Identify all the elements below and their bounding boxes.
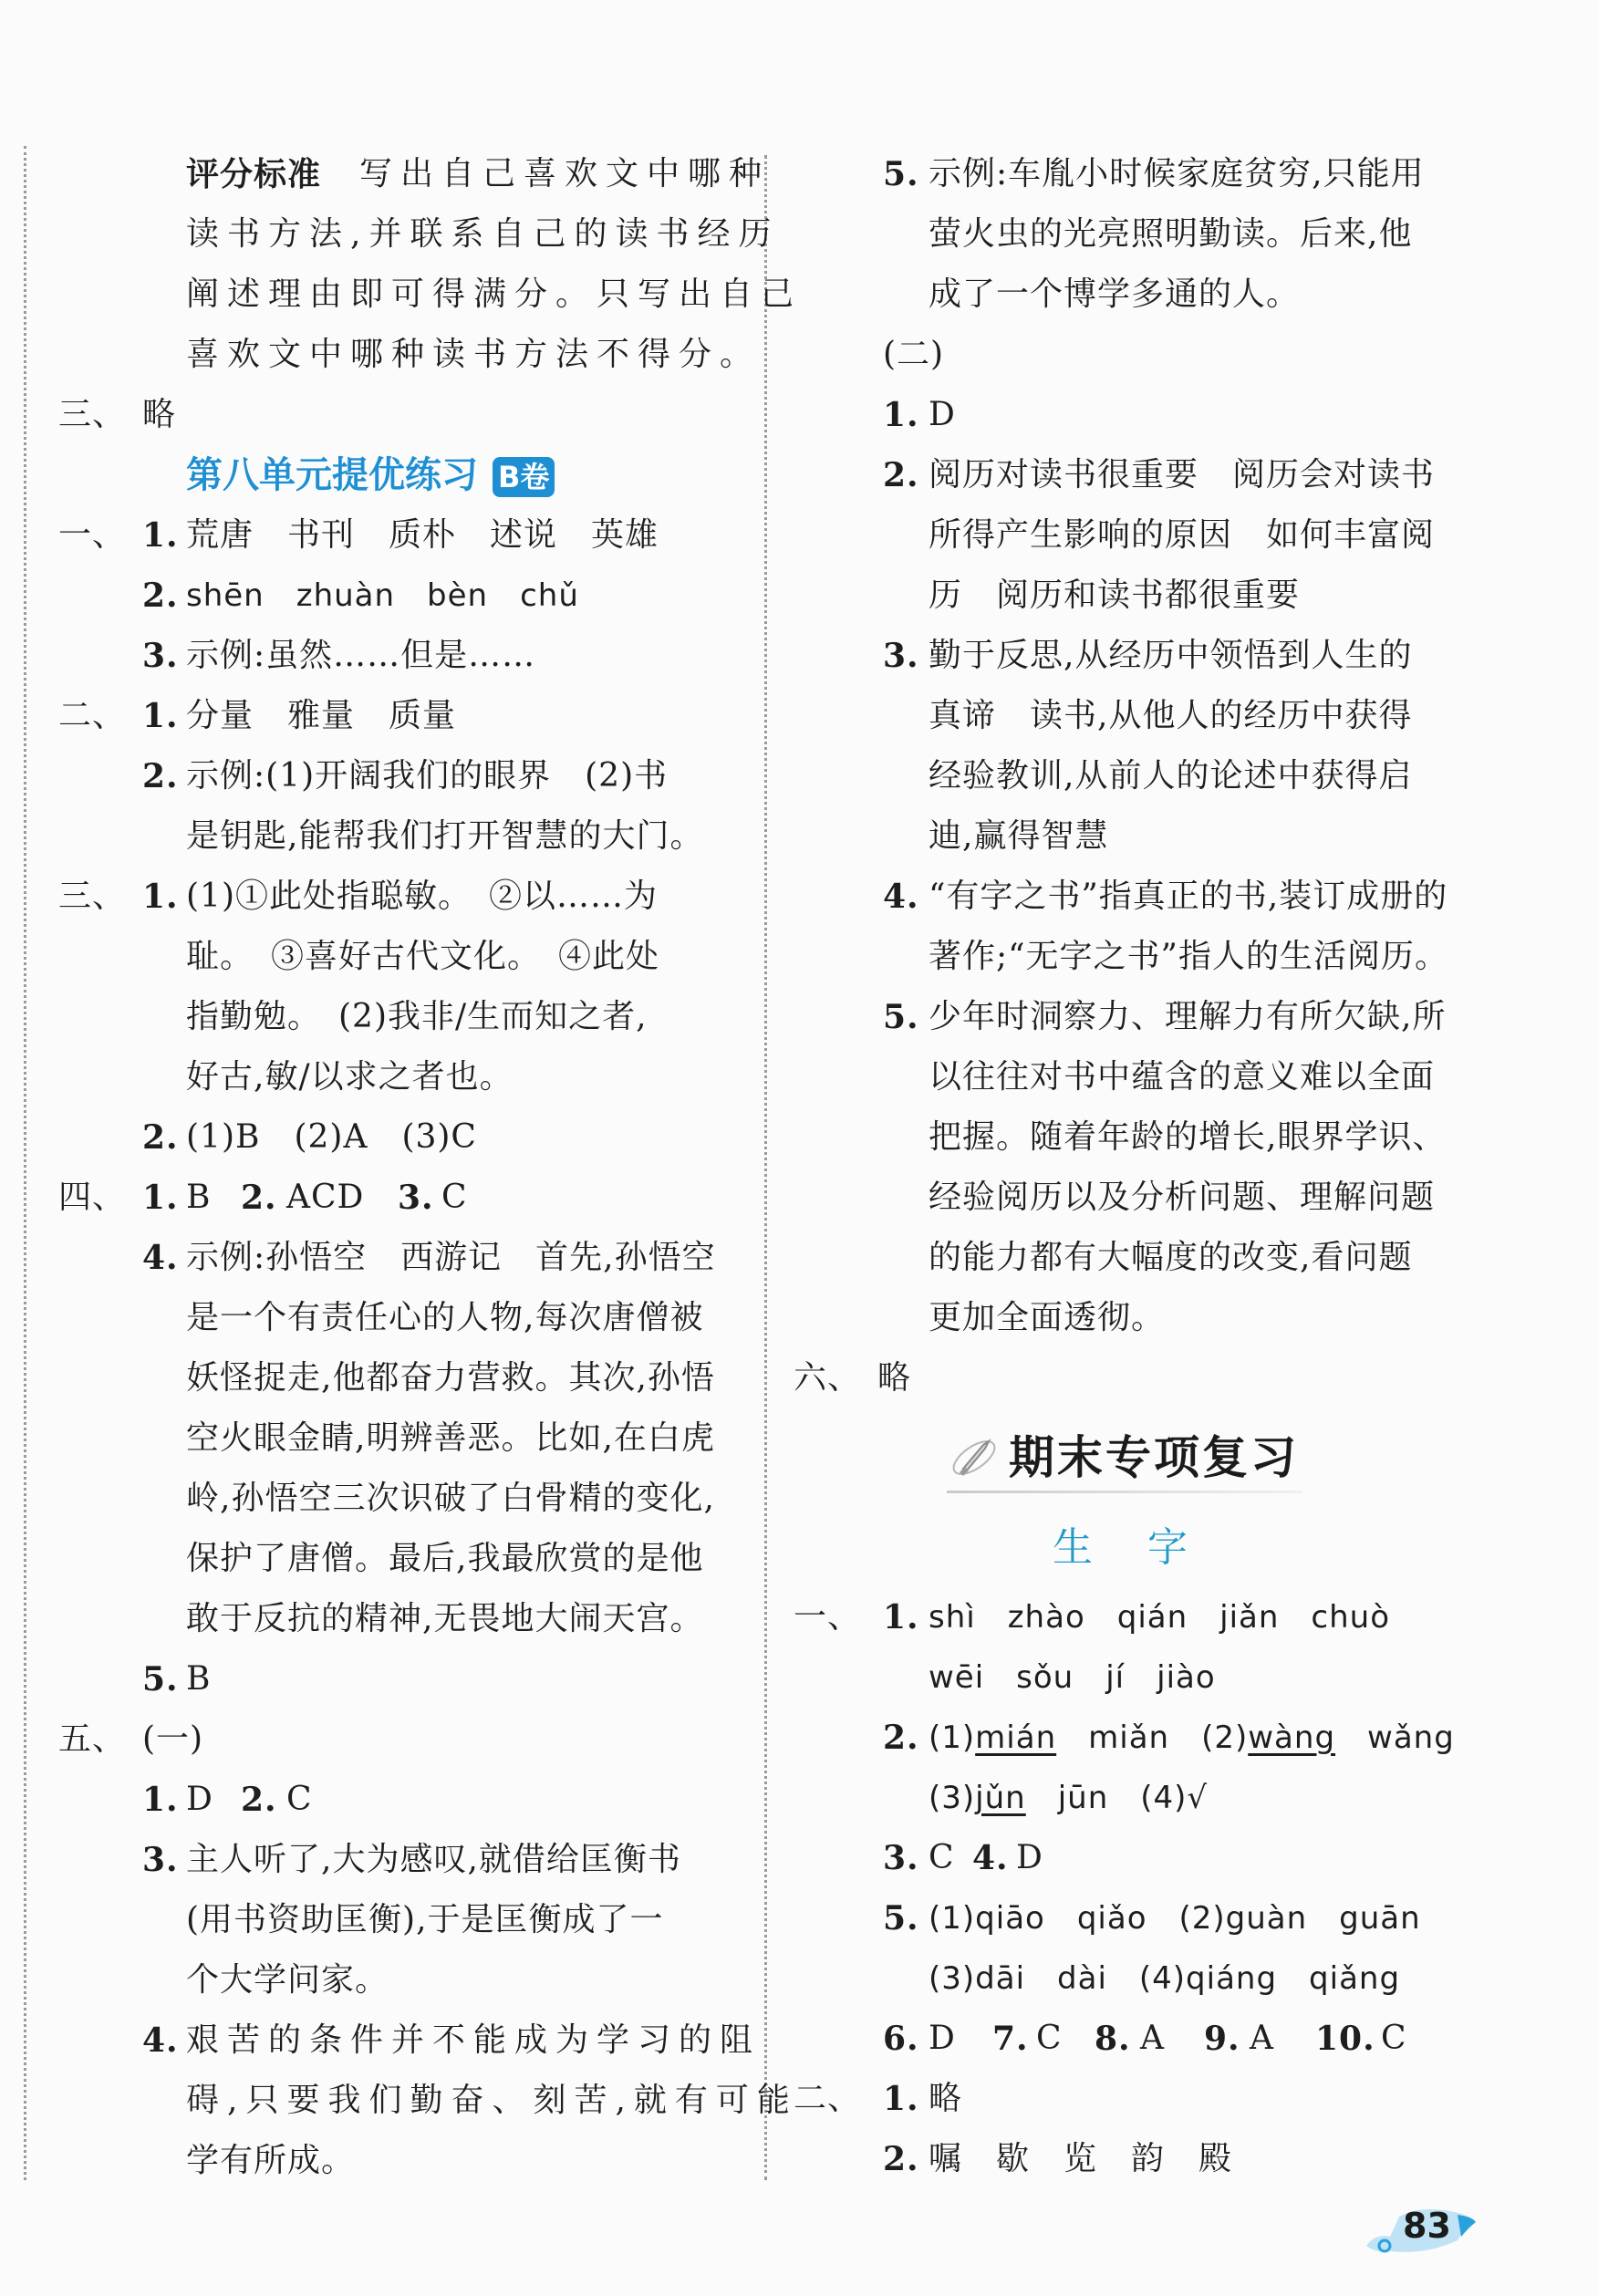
underlined-pinyin: jǔn [975, 1780, 1026, 1816]
question-line [58, 1288, 733, 1348]
answer-text: 艰苦的条件并不能成为学习的阻 [186, 2021, 762, 2059]
answer-text: 空火眼金睛,明辨善恶。比如,在白虎 [186, 1419, 715, 1457]
answer-text: 示例:孙悟空 西游记 首先,孙悟空 [186, 1239, 716, 1276]
question-line [794, 1168, 1468, 1228]
question-line [794, 806, 1468, 867]
item-number: 5. [883, 155, 919, 193]
underlined-pinyin: wàng [1248, 1719, 1336, 1756]
answer-text: A [1140, 2020, 1165, 2057]
item-number: 2. [142, 577, 179, 615]
item-number: 2. [241, 1179, 277, 1217]
answer-text: 著作;“无字之书”指人的生活阅历。 [929, 938, 1448, 975]
question-line [58, 746, 733, 806]
question-line [794, 1047, 1468, 1107]
item-number: 4. [972, 1839, 1009, 1877]
section-number: 一、 [58, 516, 127, 554]
criteria-line [58, 325, 762, 385]
question-line [794, 1647, 1468, 1708]
question-line [794, 1228, 1468, 1288]
question-line [794, 445, 1468, 505]
question-line [794, 626, 1468, 686]
item-number: 2. [883, 456, 919, 494]
answer-text: D [186, 1781, 213, 1818]
pinyin-answer: (1)qiāo qiǎo (2)guàn guān [929, 1900, 1421, 1937]
answer-text: (3) [929, 1780, 976, 1816]
question-line [58, 626, 733, 686]
question-line [794, 1708, 1468, 1768]
section-subtitle [794, 1509, 1468, 1587]
answer-text: 分量 雅量 质量 [186, 697, 457, 734]
question-line [58, 1348, 733, 1408]
answer-text: C [1381, 2020, 1407, 2057]
answer-text: “有字之书”指真正的书,装订成册的 [929, 878, 1448, 915]
question-line [794, 385, 1468, 445]
answer-text: 萤火虫的光亮照明勤读。后来,他 [929, 215, 1413, 253]
question-line [794, 2069, 1468, 2129]
right-column [794, 144, 1468, 2189]
item-number: 3. [883, 1839, 919, 1877]
answer-text: 保护了唐僧。最后,我最欣赏的是他 [186, 1540, 704, 1577]
answer-text: (1) [929, 1719, 976, 1756]
answer-text: D [1016, 1839, 1043, 1876]
item-number: 1. [883, 2080, 919, 2118]
question-line [794, 1288, 1468, 1348]
answer-text: 示例:(1)开阔我们的眼界 (2)书 [186, 757, 669, 795]
answer-text: jūn (4)√ [1057, 1780, 1209, 1816]
answer-text: 主人听了,大为感叹,就借给匡衡书 [186, 1841, 681, 1878]
answer-text: 阅历对读书很重要 阅历会对读书 [929, 456, 1436, 493]
answer-text: 荒唐 书刊 质朴 述说 英雄 [186, 516, 659, 554]
question-line [58, 2071, 798, 2131]
answer-text: 把握。随着年龄的增长,眼界学识、 [929, 1118, 1447, 1156]
answer-text: C [929, 1839, 955, 1876]
question-line [794, 1828, 1468, 1888]
answer-text: D [929, 2020, 956, 2057]
question-line [794, 1888, 1468, 1948]
answer-text: 是一个有责任心的人物,每次唐僧被 [186, 1299, 704, 1336]
answer-text: 妖怪捉走,他都奋力营救。其次,孙悟 [186, 1359, 715, 1397]
item-number: 2. [241, 1781, 277, 1819]
answer-text: 耻。 ③喜好古代文化。 ④此处 [186, 938, 660, 975]
question-line [794, 1587, 1468, 1647]
final-review-header [794, 1408, 1468, 1509]
answer-text: 历 阅历和读书都很重要 [929, 577, 1301, 614]
question-line [58, 2010, 762, 2071]
answer-text: 经验教训,从前人的论述中获得启 [929, 757, 1413, 795]
question-line [58, 1047, 733, 1107]
answer-text: wǎng [1367, 1719, 1455, 1756]
question-line [794, 746, 1468, 806]
section-number: 六、 [794, 1359, 862, 1397]
item-number: 4. [883, 878, 919, 916]
answer-text: 略 [877, 1359, 912, 1397]
section-number: 四、 [58, 1179, 127, 1216]
answer-text: 略 [929, 2080, 963, 2117]
left-binding-dotted-line [24, 146, 26, 2180]
question-line [58, 566, 733, 626]
answer-text: 的能力都有大幅度的改变,看问题 [929, 1239, 1413, 1276]
part-line [794, 325, 1468, 385]
pinyin-answer: wēi sǒu jí jiào [929, 1659, 1216, 1696]
answer-text: 更加全面透彻。 [929, 1299, 1166, 1336]
answer-text: C [1036, 2020, 1063, 2057]
question-line [58, 1649, 733, 1709]
item-number: 2. [142, 1118, 179, 1157]
pinyin-answer: (3)dāi dài (4)qiáng qiǎng [929, 1960, 1401, 1997]
header-underline [947, 1491, 1302, 1493]
question-line [58, 1589, 733, 1649]
unit-title-text [186, 445, 555, 505]
answer-text: miǎn (2) [1088, 1719, 1249, 1756]
section-number: 二、 [58, 697, 127, 734]
item-number: 1. [883, 1598, 919, 1636]
answer-text: 成了一个博学多通的人。 [929, 275, 1301, 313]
item-number: 3. [142, 1841, 179, 1879]
question-line [58, 505, 733, 566]
question-line [794, 987, 1468, 1047]
answer-text: 指勤勉。 (2)我非/生而知之者, [186, 998, 648, 1035]
question-line [58, 867, 733, 927]
answer-text: 示例:车胤小时候家庭贫穷,只能用 [929, 155, 1425, 192]
answer-text: ACD [286, 1179, 365, 1216]
criteria-label: 评分标准 [186, 155, 322, 193]
answer-text: (1)①此处指聪敏。 ②以……为 [186, 878, 658, 915]
question-line [58, 1770, 733, 1830]
pinyin-answer: shì zhào qián jiǎn chuò [929, 1599, 1391, 1636]
question-line [58, 1469, 733, 1529]
criteria-text: 喜欢文中哪种读书方法不得分。 [186, 336, 762, 373]
item-number: 3. [398, 1179, 434, 1217]
criteria-line [58, 265, 803, 325]
item-number: 2. [142, 757, 179, 795]
section-number: 三、 [58, 396, 127, 433]
criteria-text: 读书方法,并联系自己的读书经历 [186, 215, 780, 253]
question-line [794, 927, 1468, 987]
item-number: 5. [142, 1660, 179, 1699]
question-line [794, 1768, 1468, 1828]
rocket-icon [947, 1430, 1000, 1483]
answer-text: 敢于反抗的精神,无畏地大闹天宫。 [186, 1600, 704, 1637]
item-number: 8. [1095, 2020, 1131, 2058]
question-line [58, 2131, 733, 2191]
section-number: 五、 [58, 1720, 127, 1758]
item-number: 1. [142, 697, 179, 735]
question-line [58, 1950, 733, 2010]
page-number: 83 [1403, 2206, 1451, 2246]
answer-text: 岭,孙悟空三次识破了白骨精的变化, [186, 1480, 715, 1517]
answer-text: B [186, 1660, 212, 1698]
b-paper-badge: B卷 [493, 457, 555, 497]
item-number: 1. [142, 1179, 179, 1217]
pinyin-answer [929, 1708, 1455, 1768]
item-number: 5. [883, 998, 919, 1036]
page-number-badge [1363, 2200, 1478, 2264]
answer-text: B [186, 1179, 212, 1216]
part-label: (一) [142, 1720, 204, 1758]
item-number: 2. [883, 1719, 919, 1757]
question-line [794, 566, 1468, 626]
question-line [58, 806, 733, 867]
item-number: 6. [883, 2020, 919, 2058]
pinyin-answer [929, 1768, 1208, 1828]
section-three-brief [58, 385, 733, 445]
item-number: 1. [142, 878, 179, 916]
criteria-line [58, 204, 780, 265]
answer-text: 好古,敏/以求之者也。 [186, 1058, 514, 1096]
item-number: 10. [1315, 2020, 1375, 2058]
answer-text: 所得产生影响的原因 如何丰富阅 [929, 516, 1436, 554]
underlined-pinyin: mián [975, 1719, 1057, 1756]
question-line [794, 505, 1468, 566]
section-six-brief [794, 1348, 1468, 1408]
question-line [58, 1830, 733, 1890]
answer-text: 示例:虽然……但是…… [186, 637, 536, 674]
section-number: 二、 [794, 2080, 862, 2117]
question-line [58, 987, 733, 1047]
question-line [58, 686, 733, 746]
question-line [794, 686, 1468, 746]
answer-text: 迪,赢得智慧 [929, 817, 1109, 855]
answer-text: 学有所成。 [186, 2142, 356, 2179]
section-number: 三、 [58, 878, 127, 915]
answer-text: 略 [142, 396, 177, 433]
answer-text: 是钥匙,能帮我们打开智慧的大门。 [186, 817, 704, 855]
part-label: (二) [883, 336, 945, 373]
section-number: 一、 [794, 1598, 862, 1636]
question-line [794, 144, 1468, 204]
answer-text: 勤于反思,从经历中领悟到人生的 [929, 637, 1413, 674]
question-line [794, 265, 1468, 325]
answer-text: 个大学问家。 [186, 1961, 389, 1999]
answer-text: C [286, 1781, 313, 1818]
item-number: 4. [142, 1239, 179, 1277]
unit-title-label: 第八单元提优练习 [186, 454, 478, 496]
item-number: 1. [142, 1781, 179, 1819]
question-line [58, 1168, 733, 1228]
subtitle-text: 生字 [1053, 1524, 1242, 1571]
answer-text: (用书资助匡衡),于是匡衡成了一 [186, 1901, 664, 1938]
unit-title [58, 445, 733, 505]
answer-text: 少年时洞察力、理解力有所欠缺,所 [929, 998, 1447, 1035]
question-line [794, 2009, 1468, 2069]
question-line [794, 867, 1468, 927]
item-number: 2. [883, 2140, 919, 2178]
criteria-text: 阐述理由即可得满分。只写出自己 [186, 275, 803, 313]
answer-text: D [929, 396, 956, 433]
question-line [794, 2129, 1468, 2189]
question-line [58, 1408, 733, 1469]
item-number: 7. [992, 2020, 1029, 2058]
final-review-title: 期末专项复习 [1009, 1431, 1299, 1484]
answer-text: 真谛 读书,从他人的经历中获得 [929, 697, 1413, 734]
answer-text: 经验阅历以及分析问题、理解问题 [929, 1179, 1436, 1216]
question-line [58, 1709, 733, 1770]
question-line [794, 204, 1468, 265]
criteria-text: 写出自己喜欢文中哪种 [359, 155, 771, 192]
answer-text: 嘱 歇 览 韵 殿 [929, 2140, 1233, 2177]
answer-text: 碍,只要我们勤奋、刻苦,就有可能 [186, 2082, 798, 2119]
question-line [58, 1890, 733, 1950]
criteria-line [58, 144, 771, 204]
answer-text: (1)B (2)A (3)C [186, 1118, 477, 1156]
question-line [794, 1948, 1468, 2009]
item-number: 4. [142, 2021, 179, 2060]
question-line [58, 1107, 733, 1168]
item-number: 1. [883, 396, 919, 434]
pinyin-answer: shēn zhuàn bèn chǔ [186, 577, 579, 614]
question-line [58, 1529, 733, 1589]
question-line [794, 1107, 1468, 1168]
item-number: 9. [1204, 2020, 1240, 2058]
item-number: 1. [142, 516, 179, 555]
column-divider-dotted-line [764, 155, 767, 2180]
item-number: 3. [883, 637, 919, 675]
answer-text: A [1250, 2020, 1274, 2057]
item-number: 3. [142, 637, 179, 675]
left-column [58, 144, 803, 2191]
question-line [58, 1228, 733, 1288]
answer-text: 以往往对书中蕴含的意义难以全面 [929, 1058, 1436, 1096]
question-line [58, 927, 733, 987]
answer-text: C [441, 1179, 468, 1216]
item-number: 5. [883, 1899, 919, 1938]
